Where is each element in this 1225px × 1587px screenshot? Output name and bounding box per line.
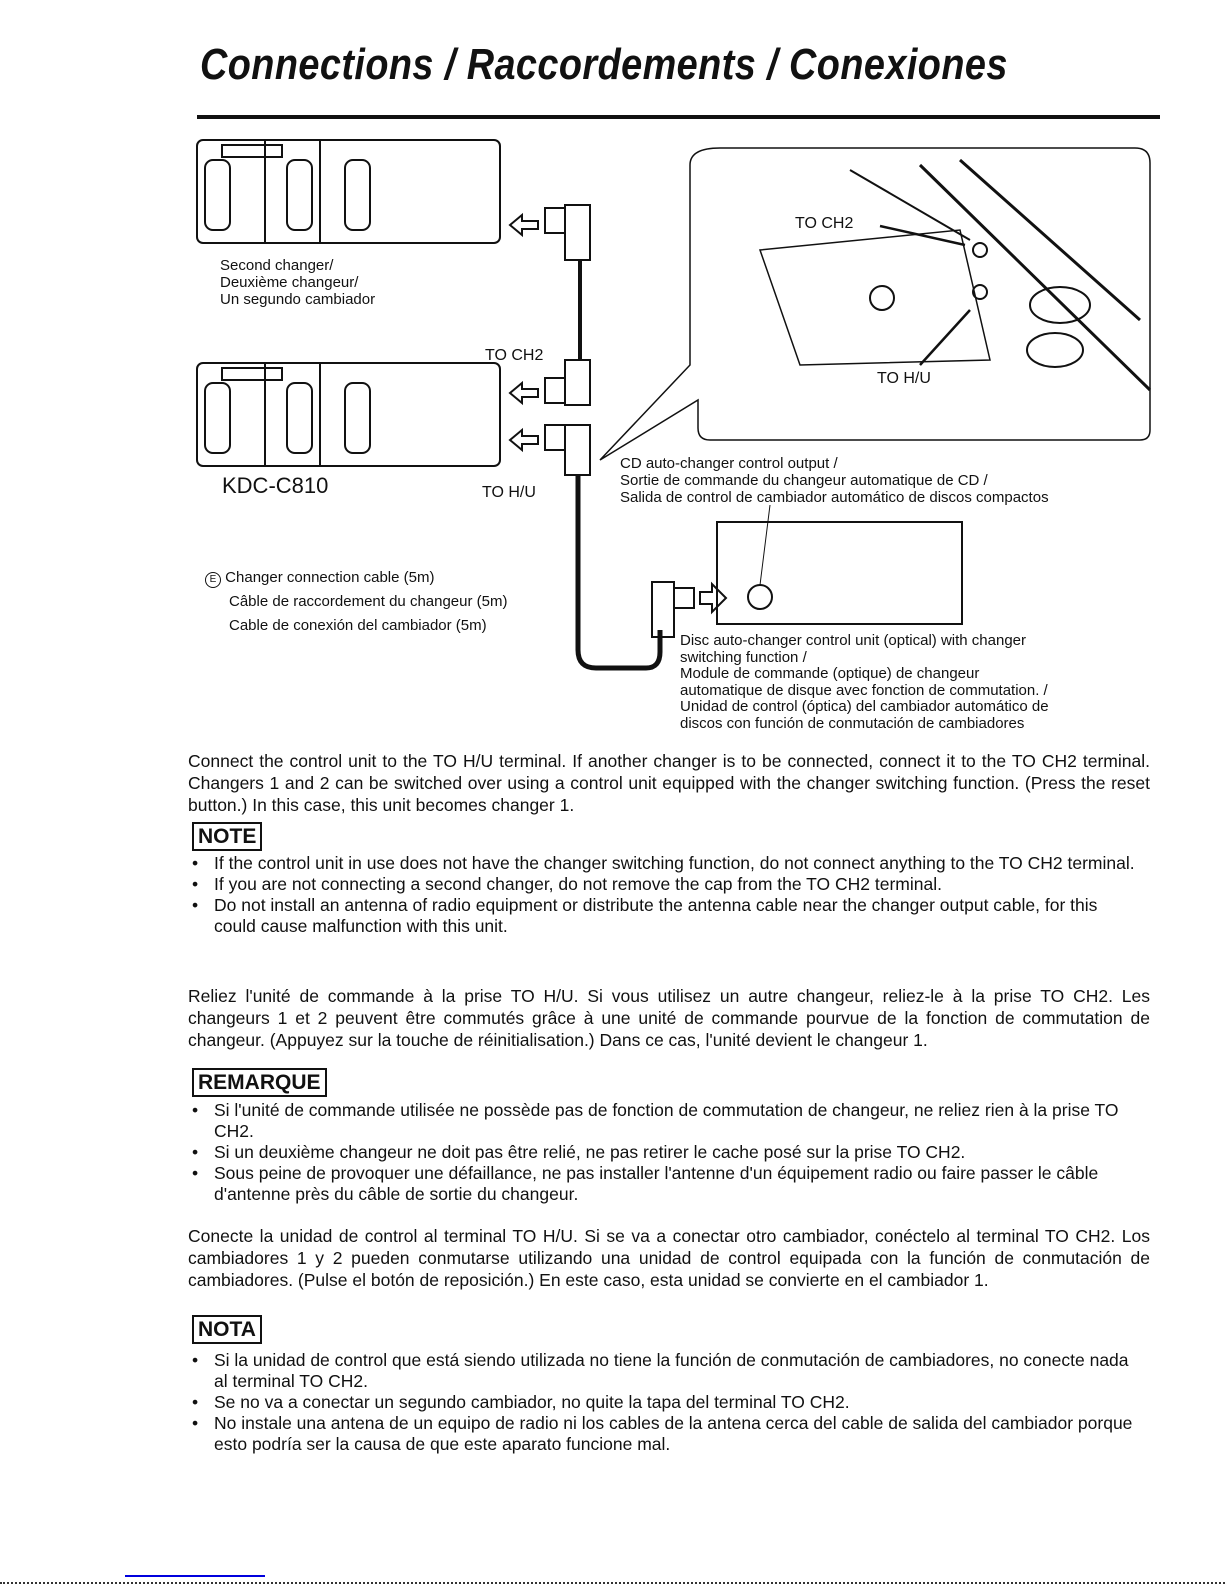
cable-label: E Changer connection cable (5m) Câble de raccordement du changeur (5m) Cable de conexión del cambiador (5m) bbox=[205, 566, 507, 638]
list-item: • Si un deuxième changeur ne doit pas être relié, ne pas retirer le cache posé sur la prise TO CH2. bbox=[190, 1142, 1140, 1163]
control-unit-label: Disc auto-changer control unit (optical) with changer switching function / Module de commande (optique) de changeur automatique de disque avec fonction de commutation. / Unidad de control (óptica) del cambiador automático de discos con función de conmutación de cambiadores bbox=[680, 632, 1049, 732]
list-item: • Si la unidad de control que está siendo utilizada no tiene la función de conmutación de cambiadores, no conecte nada al terminal TO CH2. bbox=[190, 1350, 1140, 1392]
second-changer-drawing bbox=[197, 140, 500, 243]
spanish-paragraph: Conecte la unidad de control al terminal TO H/U. Si se va a conectar otro cambiador, conéctelo al terminal TO CH2. Los cambiadores 1 y 2 pueden conmutarse utilizando una unidad de control equipada con la función de conmutación de cambiadores. (Pulse el botón de reposición.) En este caso, esta unidad se convierte en el cambiador 1. bbox=[188, 1226, 1150, 1290]
list-item: • If you are not connecting a second changer, do not remove the cap from the TO CH2 terminal. bbox=[190, 874, 1140, 895]
main-changer-drawing bbox=[197, 363, 500, 466]
inset-to-hu-label: TO H/U bbox=[877, 370, 931, 387]
french-notes bbox=[190, 1100, 1140, 1205]
english-paragraph: Connect the control unit to the TO H/U terminal. If another changer is to be connected, connect it to the TO CH2 terminal. Changers 1 and 2 can be switched over using a control unit equipped with the changer switching function. (Press the reset button.) In this case, this unit becomes changer 1. bbox=[188, 751, 1150, 815]
english-notes bbox=[190, 853, 1140, 937]
list-item: • If the control unit in use does not have the changer switching function, do not connect anything to the TO CH2 terminal. bbox=[190, 853, 1140, 874]
cable-marker: E bbox=[205, 572, 221, 588]
nota-badge: NOTA bbox=[192, 1315, 262, 1344]
list-item: • Sous peine de provoquer une défaillance, ne pas installer l'antenne d'un équipement radio ou faire passer le câble d'antenne près du câble de sortie du changeur. bbox=[190, 1163, 1140, 1205]
list-item: • Si l'unité de commande utilisée ne possède pas de fonction de commutation de changeur, ne reliez rien à la prise TO CH2. bbox=[190, 1100, 1140, 1142]
remarque-badge: REMARQUE bbox=[192, 1068, 327, 1097]
inset-to-ch2-label: TO CH2 bbox=[795, 215, 854, 232]
to-ch2-label: TO CH2 bbox=[485, 347, 544, 364]
control-unit-drawing bbox=[652, 505, 962, 637]
output-label: CD auto-changer control output / Sortie de commande du changeur automatique de CD / Salida de control de cambiador automático de discos compactos bbox=[620, 455, 1049, 506]
footer-link-line bbox=[125, 1575, 265, 1577]
second-changer-label: Second changer/ Deuxième changeur/ Un segundo cambiador bbox=[220, 257, 376, 308]
to-hu-label: TO H/U bbox=[482, 484, 536, 501]
note-badge: NOTE bbox=[192, 822, 262, 851]
spanish-notes bbox=[190, 1350, 1140, 1455]
inset-callout bbox=[600, 148, 1150, 460]
page-title: Connections / Raccordements / Conexiones bbox=[200, 40, 1008, 89]
list-item: • Do not install an antenna of radio equipment or distribute the antenna cable near the changer output cable, for this could cause malfunction with this unit. bbox=[190, 895, 1140, 937]
list-item: • Se no va a conectar un segundo cambiador, no quite la tapa del terminal TO CH2. bbox=[190, 1392, 1140, 1413]
model-label: KDC-C810 bbox=[222, 473, 329, 498]
french-paragraph: Reliez l'unité de commande à la prise TO H/U. Si vous utilisez un autre changeur, reliez-le à la prise TO CH2. Les changeurs 1 et 2 peuvent être commutés grâce à une unité de commande pourvue de la fonction de commutation de changeur. (Appuyez sur la touche de réinitialisation.) Dans ce cas, l'unité devient le changeur 1. bbox=[188, 986, 1150, 1050]
list-item: • No instale una antena de un equipo de radio ni los cables de la antena cerca del cable de salida del cambiador porque esto podría ser la causa de que este aparato funcione mal. bbox=[190, 1413, 1140, 1455]
